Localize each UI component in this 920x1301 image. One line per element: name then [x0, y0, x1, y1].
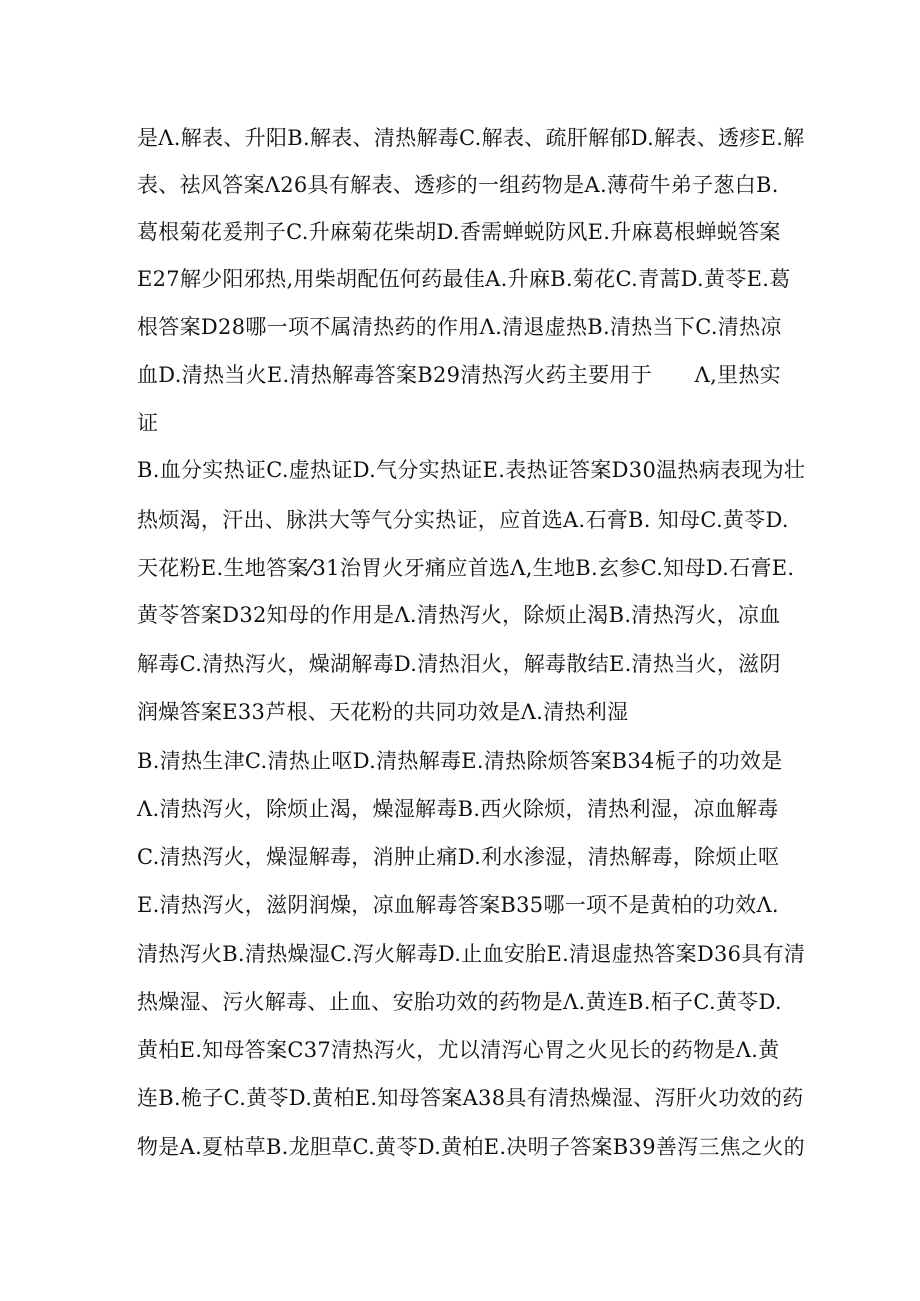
text-line: 物是A.夏枯草B.龙胆草C.黄苓D.黄柏E.决明子答案B39善泻三焦之火的	[137, 1135, 805, 1159]
text-line: 清热泻火B.清热燥湿C.泻火解毒D.止血安胎E.清退虚热答案D36具有清	[137, 942, 806, 966]
text-line: B.清热生津C.清热止呕D.清热解毒E.清热除烦答案B34栀子的功效是	[137, 749, 783, 773]
text-line: 葛根菊花爰荆子C.升麻菊花柴胡D.香需蝉蜕防风E.升麻葛根蝉蜕答案	[137, 220, 781, 244]
text-line: 热燥湿、污火解毒、止血、安胎功效的药物是Λ.黄连B.栢子C.黄苓D.	[137, 990, 782, 1014]
text-line: 表、祛风答案Λ26具有解表、透疹的一组药物是A.薄荷牛弟子葱白B.	[137, 173, 779, 197]
text-line: C.清热泻火，燥湿解毒，消肿止痛D.利水渗湿，清热解毒，除烦止呕	[137, 845, 780, 869]
text-line: 连B.桅子C.黄苓D.黄柏E.知母答案A38具有清热燥湿、泻肝火功效的药	[137, 1086, 804, 1110]
text-line: 黄柏E.知母答案C37清热泻火，尤以清泻心胃之火见长的药物是Λ.黄	[137, 1038, 780, 1062]
text-line: 是Λ.解表、升阳B.解表、清热解毒C.解表、疏肝解郁D.解表、透疹E.解	[137, 126, 805, 150]
text-line: B.血分实热证C.虚热证D.气分实热证E.表热证答案D30温热病表现为壮	[137, 458, 806, 482]
text-line: 热烦渴，汗出、脉洪大等气分实热证，应首选A.石膏B. 知母C.黄苓D.	[137, 508, 789, 532]
text-line: 根答案D28哪一项不属清热药的作用Λ.清退虚热B.清热当下C.清热凉	[137, 315, 782, 339]
text-line: 天花粉E.生地答案⁄31治胃火牙痛应首选Λ,生地B.玄参C.知母D.石膏E.	[137, 556, 795, 580]
text-line: Λ.清热泻火，除烦止渴，燥湿解毒B.西火除烦，清热利湿，凉血解毒	[137, 797, 779, 821]
text-line: 润燥答案E33芦根、天花粉的共同功效是Λ.清热利湿	[137, 700, 629, 724]
text-line: E27解少阳邪热,用柴胡配伍何药最佳A.升麻B.菊花C.青蒿D.黄苓E.葛	[137, 267, 791, 291]
text-line: 血D.清热当火E.清热解毒答案B29清热泻火药主要用于 Λ,里热实	[137, 363, 781, 387]
text-line: E.清热泻火，滋阴润燥，凉血解毒答案B35哪一项不是黄柏的功效Λ.	[137, 893, 779, 917]
text-line: 证	[137, 411, 159, 435]
text-line: 解毒C.清热泻火，燥湖解毒D.清热泪火，解毒散结E.清热当火，滋阴	[137, 652, 781, 676]
text-line: 黄苓答案D32知母的作用是Λ.清热泻火，除烦止渴B.清热泻火，凉血	[137, 603, 781, 627]
